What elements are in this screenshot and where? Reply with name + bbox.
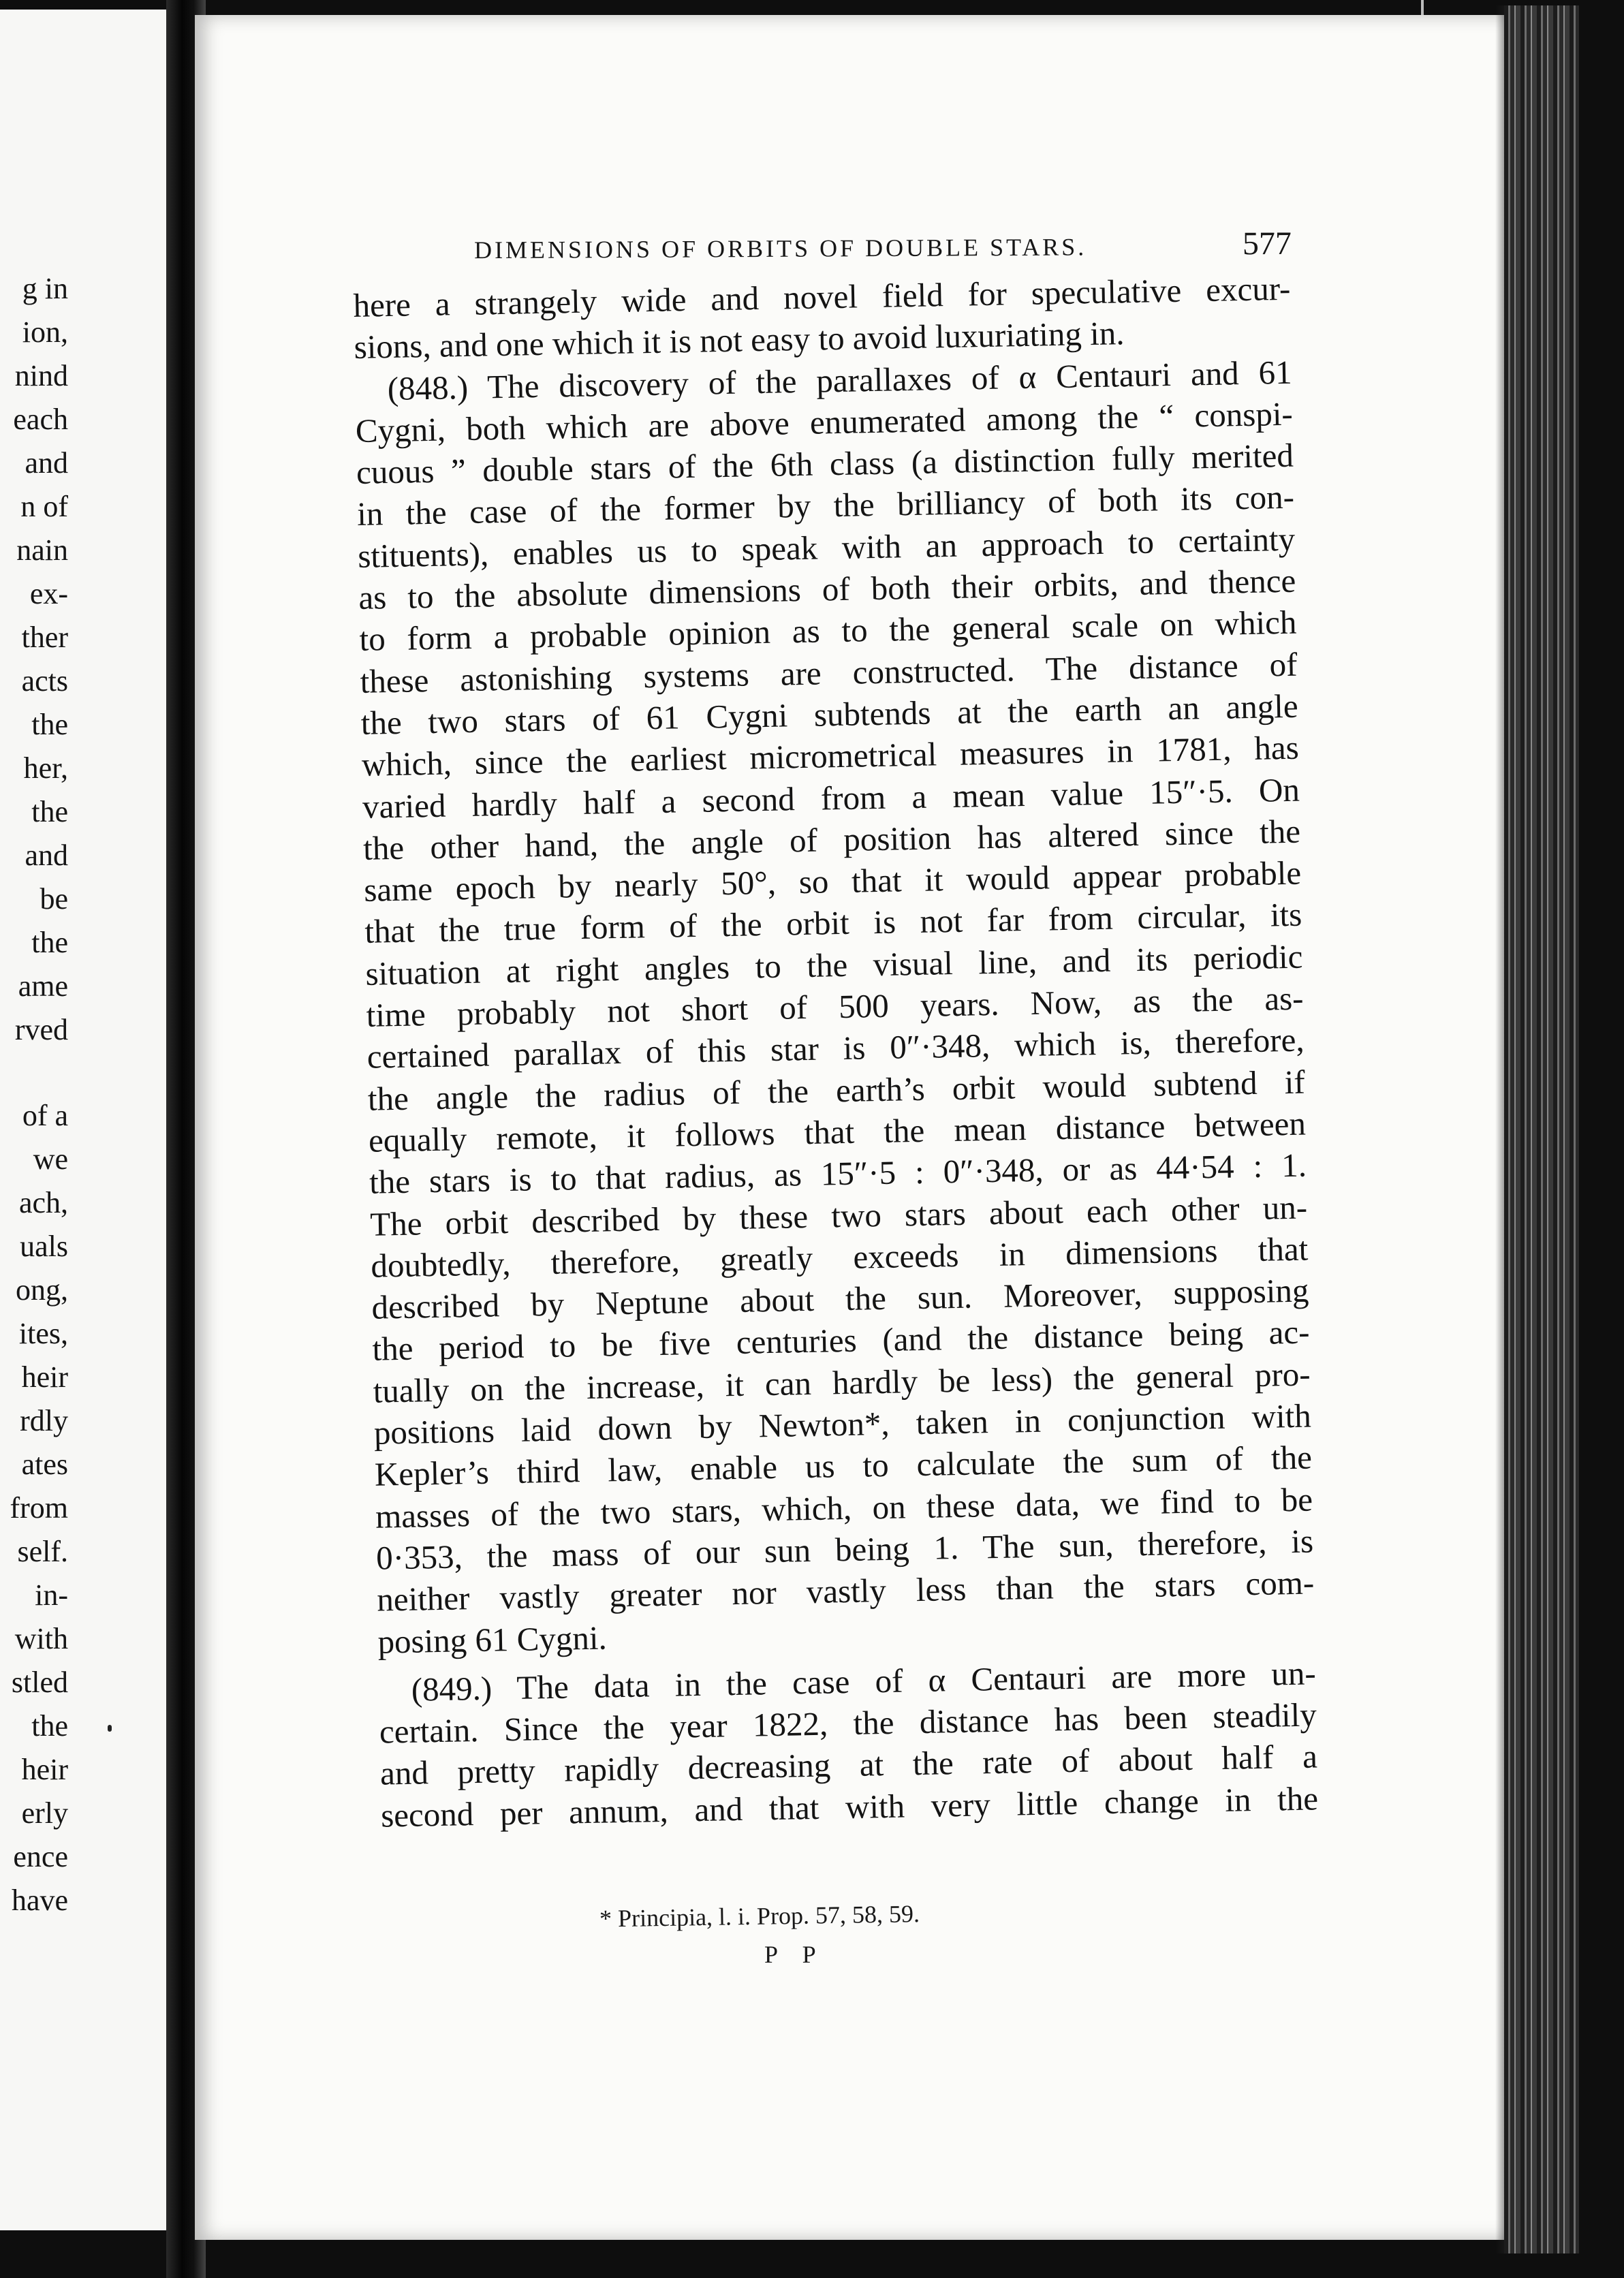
left-line: self. bbox=[17, 1535, 68, 1568]
text-line: posing 61 Cygni. bbox=[377, 1619, 608, 1661]
left-line-gap bbox=[0, 1052, 68, 1094]
text-line: here a strangely wide and novel field for speculative excur- bbox=[353, 269, 1291, 324]
text-line: Cygni, both which are above enumerated among the “ conspi- bbox=[355, 394, 1294, 450]
running-head: DIMENSIONS OF ORBITS OF DOUBLE STARS. bbox=[473, 233, 1087, 264]
left-line: the bbox=[31, 926, 68, 959]
left-line: ites, bbox=[18, 1317, 68, 1350]
left-line: ong, bbox=[16, 1273, 68, 1307]
left-line: ence bbox=[13, 1840, 68, 1873]
left-line: with bbox=[14, 1622, 68, 1655]
text-line: 0·353, the mass of our sun being 1. The sun, therefore, is bbox=[375, 1522, 1314, 1577]
left-line: ates bbox=[21, 1448, 68, 1481]
left-line: rdly bbox=[20, 1404, 68, 1437]
text-line: that the true form of the orbit is not far from circular, its bbox=[364, 896, 1302, 951]
text-line: the two stars of 61 Cygni subtends at the earth an angle bbox=[360, 687, 1299, 742]
left-line: of a bbox=[22, 1099, 68, 1132]
page-number: 577 bbox=[1242, 225, 1292, 262]
text-line: the period to be five centuries (and the distance being ac- bbox=[372, 1313, 1310, 1369]
text-line: the other hand, the angle of position has altered since the bbox=[362, 812, 1301, 867]
previous-page-text bbox=[0, 267, 68, 1922]
text-line: to form a probable opinion as to the general scale on which bbox=[359, 604, 1297, 659]
text-line: described by Neptune about the sun. Moreover, supposing bbox=[371, 1271, 1309, 1326]
left-line: ach, bbox=[18, 1186, 68, 1219]
text-line: tually on the increase, it can hardly be less) the general pro- bbox=[373, 1355, 1311, 1410]
footnote: * Principia, l. i. Prop. 57, 58, 59. bbox=[599, 1900, 920, 1933]
text-line: and pretty rapidly decreasing at the rate of about half a bbox=[379, 1737, 1318, 1793]
text-line: the angle the radius of the earth’s orbit would subtend if bbox=[367, 1063, 1306, 1118]
text-line: positions laid down by Newton*, taken in conjunction with bbox=[373, 1397, 1312, 1452]
text-line: same epoch by nearly 50°, so that it would appear probable bbox=[363, 854, 1302, 909]
page-stack-edge bbox=[1504, 5, 1579, 2253]
left-line: her, bbox=[23, 751, 68, 785]
left-line: heir bbox=[21, 1753, 68, 1786]
text-line: Kepler’s third law, enable us to calculate the sum of the bbox=[374, 1438, 1313, 1494]
text-line: these astonishing systems are constructed. The distance of bbox=[360, 645, 1298, 700]
text-line: cuous ” double stars of the 6th class (a distinction fully merited bbox=[356, 436, 1294, 492]
left-line: acts bbox=[21, 664, 68, 698]
text-line: certain. Since the year 1822, the distance has been steadily bbox=[379, 1696, 1317, 1751]
left-line: nind bbox=[14, 359, 68, 392]
left-line: the bbox=[31, 1709, 68, 1743]
left-line: the bbox=[31, 708, 68, 741]
left-line: heir bbox=[21, 1360, 68, 1394]
text-line: certained parallax of this star is 0″·348, which is, therefore, bbox=[366, 1020, 1305, 1076]
text-line: as to the absolute dimensions of both their orbits, and thence bbox=[358, 561, 1296, 617]
left-line: we bbox=[33, 1142, 68, 1176]
text-line: the stars is to that radius, as 15″·5 : 0″·348, or as 44·54 : 1. bbox=[369, 1146, 1307, 1202]
left-line: nain bbox=[16, 533, 68, 567]
left-line: ame bbox=[18, 969, 68, 1003]
text-line: equally remote, it follows that the mean distance between bbox=[368, 1104, 1307, 1159]
text-line: in the case of the former by the brilliancy of both its con- bbox=[356, 478, 1295, 533]
left-line: each bbox=[13, 403, 68, 436]
left-line: in- bbox=[35, 1578, 68, 1612]
text-line: neither vastly greater nor vastly less than the stars com- bbox=[376, 1563, 1315, 1619]
left-line: stled bbox=[11, 1666, 68, 1699]
left-line: ex- bbox=[29, 577, 68, 610]
left-line: from bbox=[10, 1491, 68, 1525]
left-line: ther bbox=[21, 621, 68, 654]
signature-mark: P P bbox=[764, 1941, 826, 1968]
left-line: be bbox=[40, 882, 68, 916]
body-text bbox=[353, 268, 1319, 1837]
left-line: g in bbox=[22, 272, 68, 305]
text-line: masses of the two stars, which, on these data, we find to be bbox=[375, 1480, 1313, 1535]
paragraph-849-start: (849.) The data in the case of α Centauri are more un- bbox=[411, 1654, 1317, 1708]
text-line: time probably not short of 500 years. Now, as the as- bbox=[366, 979, 1304, 1034]
left-line: and bbox=[25, 839, 68, 872]
text-line: The orbit described by these two stars about each other un- bbox=[369, 1188, 1308, 1243]
left-line: have bbox=[11, 1884, 68, 1917]
left-line: erly bbox=[21, 1796, 68, 1830]
left-line: uals bbox=[20, 1230, 68, 1263]
left-line: ion, bbox=[22, 315, 68, 349]
left-line: the bbox=[31, 795, 68, 828]
left-line: rved bbox=[14, 1013, 68, 1046]
previous-page bbox=[0, 10, 172, 2230]
scan-speck bbox=[108, 1725, 112, 1732]
left-line: and bbox=[25, 446, 68, 480]
text-line: situation at right angles to the visual line, and its periodic bbox=[365, 937, 1303, 993]
text-line: varied hardly half a second from a mean value 15″·5. On bbox=[362, 770, 1300, 826]
paragraph-848-start: (848.) The discovery of the parallaxes of α Centauri and 61 bbox=[387, 353, 1293, 407]
text-line: sions, and one which it is not easy to avoid luxuriating in. bbox=[354, 314, 1125, 366]
text-line: second per annum, and that with very little change in the bbox=[380, 1779, 1319, 1835]
left-line: n of bbox=[20, 490, 68, 523]
text-line: stituents), enables us to speak with an approach to certainty bbox=[357, 520, 1296, 575]
scan-mark bbox=[1421, 0, 1424, 15]
text-line: which, since the earliest micrometrical measures in 1781, has bbox=[361, 728, 1300, 784]
text-line: doubtedly, therefore, greatly exceeds in dimensions that bbox=[370, 1230, 1309, 1285]
